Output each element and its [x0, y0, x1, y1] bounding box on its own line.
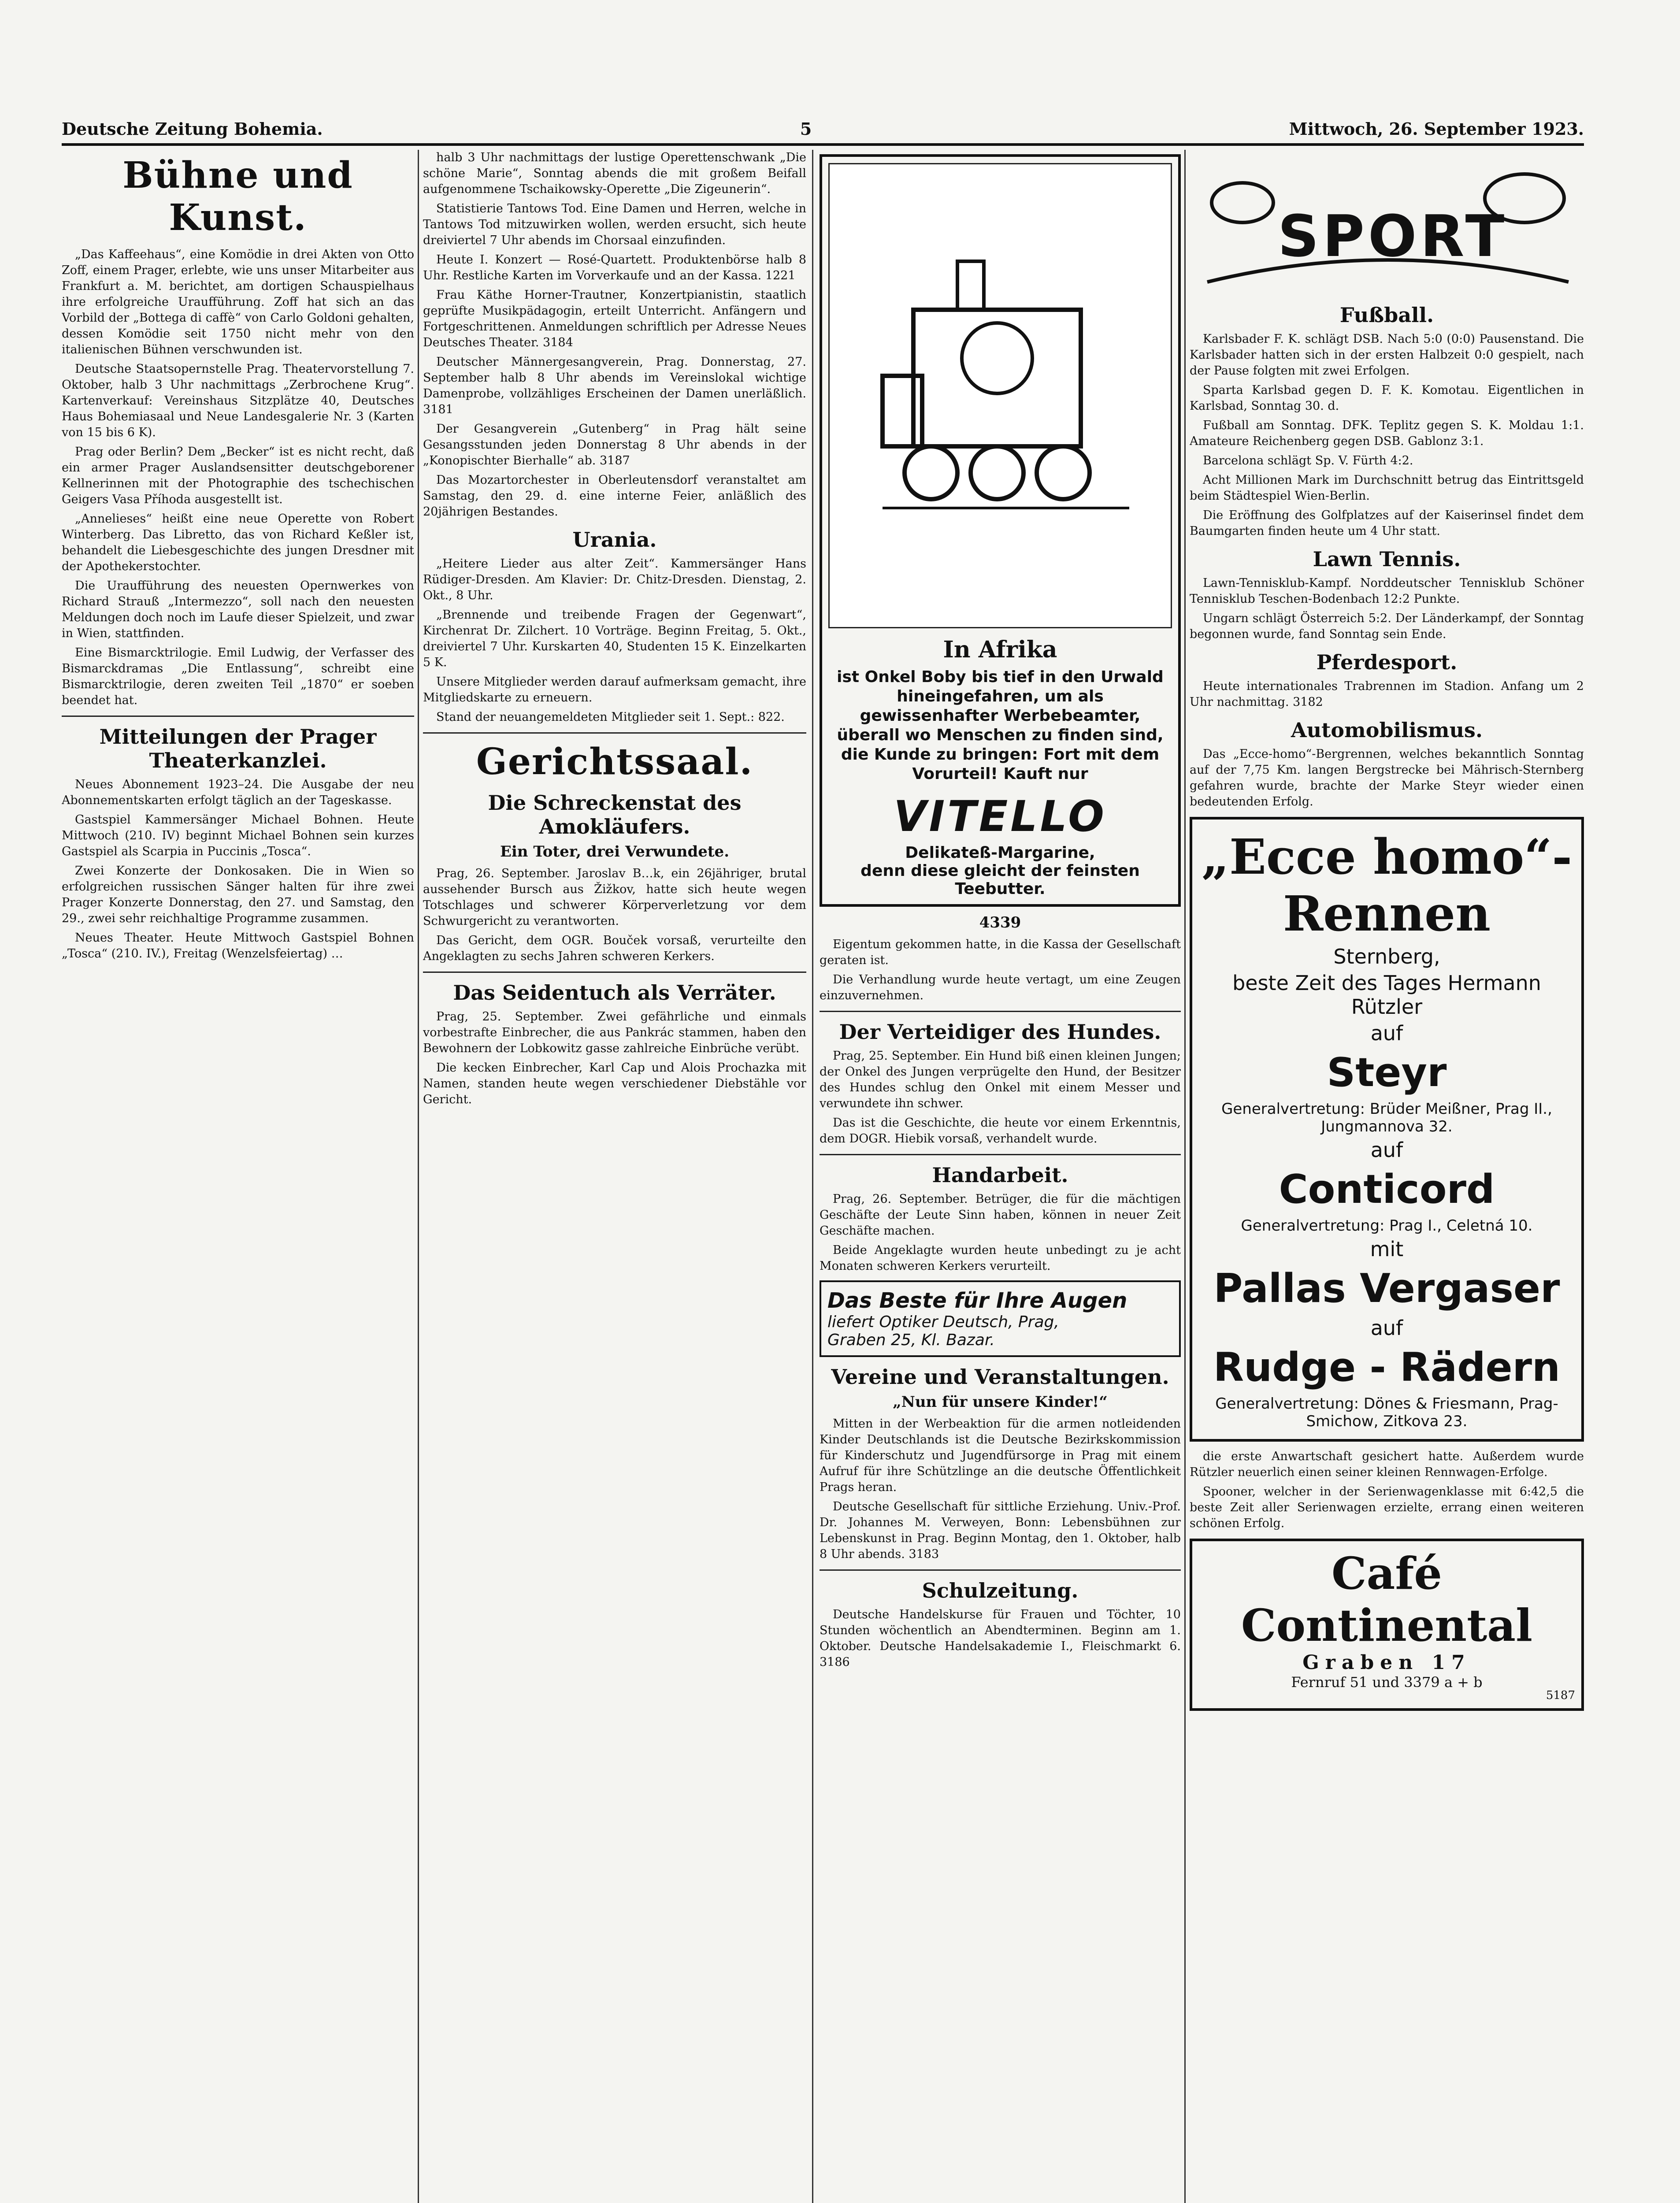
column-4 [1190, 150, 1584, 2203]
article-paragraph: Deutsche Handelskurse für Frauen und Töchter, 10 Stunden wöchentlich an Abendterminen. Beginn am 1. Oktober. Deutsche Handelsakademie I., Fleischmarkt 6. 3186 [820, 1608, 1181, 1669]
race-best-time: beste Zeit des Tages Hermann Rützler [1232, 971, 1541, 1019]
sport-banner [1190, 150, 1584, 295]
ad-brand: VITELLO [894, 792, 1107, 841]
header-page-number: 5 [800, 119, 812, 139]
column-3 [820, 150, 1181, 2203]
race-conticord: Conticord [1279, 1166, 1495, 1213]
vitello-illustration [828, 163, 1172, 628]
article-paragraph: Prag, 26. September. Jaroslav B…k, ein 26jähriger, brutal aussehender Bursch aus Žižkov, hatte sich heute wegen Totschlages und schwerer Körperverletzung vor dem Schwurgericht zu verantworten. [423, 867, 806, 928]
column-separator [1184, 150, 1186, 2203]
race-pallas: Pallas Vergaser [1213, 1265, 1560, 1312]
race-auf: auf [1370, 1021, 1403, 1045]
article-paragraph: Frau Käthe Horner-Trautner, Konzertpianistin, staatlich geprüfte Musikpädagogin, erteilt Unterricht. Anfängern und Fortgeschrittenen. Anmeldungen schriftlich per Adresse Neues Deutsches Theater. 3184 [423, 288, 806, 349]
race-general-agency: Generalvertretung: Brüder Meißner, Prag II., Jungmannova 32. [1221, 1100, 1552, 1135]
article-paragraph: Heute I. Konzert — Rosé-Quartett. Produktenbörse halb 8 Uhr. Restliche Karten im Vorverkaufe und an der Kassa. 1221 [423, 253, 806, 282]
article-paragraph: Fußball am Sonntag. DFK. Teplitz gegen S. K. Moldau 1:1. Amateure Reichenberg gegen DSB. Gablonz 3:1. [1190, 419, 1584, 448]
article-paragraph: Lawn-Tennisklub-Kampf. Norddeutscher Tennisklub Schöner Tennisklub Teschen-Bodenbach 12:2 Punkte. [1190, 576, 1584, 606]
article-paragraph: „Das Kaffeehaus“, eine Komödie in drei Akten von Otto Zoff, einem Prager, erlebte, wie uns unser Mitarbeiter aus Frankfurt a. M. berichtet, am dortigen Schauspielhaus ihre erfolgreiche Uraufführung. Zoff hat sich an das Vorbild der „Bottega di caffè“ von Carlo Goldoni gehalten, dessen Komödie seit 1750 nicht mehr von den italienischen Bühnen verschwunden ist. [62, 248, 414, 356]
article-paragraph: Neues Theater. Heute Mittwoch Gastspiel Bohnen „Tosca“ (210. IV.), Freitag (Wenzelsfeiertag) … [62, 931, 414, 961]
cafe-title: Café Continental [1241, 1547, 1533, 1651]
article-paragraph: Deutscher Männergesangverein, Prag. Donnerstag, 27. September halb 8 Uhr abends im Vereinslokal wichtige Damenprobe, vollzähliges Erscheinen der Damen unerläßlich. 3181 [423, 355, 806, 416]
race-place: Sternberg, [1333, 945, 1440, 968]
article-paragraph: Prag, 26. September. Betrüger, die für die mächtigen Geschäfte der Leute Sinn haben, können in neuer Zeit Geschäfte machen. [820, 1192, 1181, 1238]
column-2 [423, 150, 806, 2203]
article-paragraph: Eigentum gekommen hatte, in die Kassa der Gesellschaft geraten ist. [820, 938, 1181, 967]
article-paragraph: Sparta Karlsbad gegen D. F. K. Komotau. Eigentlichen in Karlsbad, Sonntag 30. d. [1190, 383, 1584, 413]
race-rudge: Rudge - Rädern [1213, 1344, 1561, 1391]
article-paragraph: Unsere Mitglieder werden darauf aufmerksam gemacht, ihre Mitgliedskarte zu erneuern. [423, 675, 806, 705]
article-paragraph: Spooner, welcher in der Serienwagenklasse mit 6:42,5 die beste Zeit aller Serienwagen erzielte, errang einen weiteren schönen Erfolg. [1190, 1485, 1584, 1530]
ecce-homo-advertisement [1190, 817, 1584, 1442]
locomotive-illustration-icon [865, 244, 1138, 526]
article-paragraph: Der Gesangverein „Gutenberg“ in Prag hält seine Gesangsstunden jeden Donnerstag 8 Uhr abends in der „Konopischter Bierhalle“ ab. 3187 [423, 422, 806, 467]
article-paragraph: Deutsche Gesellschaft für sittliche Erziehung. Univ.-Prof. Dr. Johannes M. Verweyen, Bonn: Lebensbühnen zur Lebenskunst in Prag. Beginn Montag, den 1. Oktober, halb 8 Uhr abends. 3183 [820, 1500, 1181, 1561]
race-title: „Ecce homo“-Rennen [1201, 828, 1572, 942]
article-subheadline: „Nun für unsere Kinder!“ [893, 1393, 1108, 1411]
article-paragraph: Karlsbader F. K. schlägt DSB. Nach 5:0 (0:0) Pausenstand. Die Karlsbader hatten sich in der ersten Halbzeit 0:0 gespielt, nach der Pause folgten mit zwei Erfolgen. [1190, 332, 1584, 378]
optiker-advertisement [820, 1280, 1181, 1357]
race-auf: auf [1370, 1138, 1403, 1162]
subsection-title: Mitteilungen der Prager Theaterkanzlei. [99, 725, 377, 772]
article-paragraph: „Annelieses“ heißt eine neue Operette von Robert Winterberg. Das Libretto, das von Richard Keßler ist, behandelt die Liebesgeschichte des jungen Dresdner mit der Apothekerstochter. [62, 512, 414, 573]
article-paragraph: Stand der neuangemeldeten Mitglieder seit 1. Sept.: 822. [436, 710, 785, 724]
cafe-code: 5187 [1546, 1689, 1575, 1702]
article-paragraph: Deutsche Staatsopernstelle Prag. Theatervorstellung 7. Oktober, halb 3 Uhr nachmittags „Zerbrochene Krug“. Kartenverkauf: Vereinshaus Sitzplätze 40, Deutsches Haus Bohemiasaal und Neue Landesgalerie Nr. 3 (Karten von 15 bis 6 K). [62, 362, 414, 439]
race-general-agency: Generalvertretung: Dönes & Friesmann, Prag-Smichow, Zitkova 23. [1215, 1395, 1558, 1430]
race-steyr: Steyr [1327, 1050, 1447, 1096]
section-title-gerichtssaal: Gerichtssaal. [476, 741, 753, 783]
divider [820, 1011, 1181, 1012]
article-headline: Das Seidentuch als Verräter. [453, 981, 776, 1005]
header-paper-name: Deutsche Zeitung Bohemia. [62, 119, 323, 139]
article-paragraph: Das „Ecce-homo“-Bergrennen, welches bekanntlich Sonntag auf der 7,75 Km. langen Bergstrecke bei Mährisch-Sternberg gefahren wurde, brachte der Marke Steyr wieder einen bedeutenden Erfolg. [1190, 747, 1584, 809]
article-paragraph: Gastspiel Kammersänger Michael Bohnen. Heute Mittwoch (210. IV) beginnt Michael Bohnen sein kurzes Gastspiel als Scarpia in Puccinis „Tosca“. [62, 813, 414, 858]
ad-headline: In Afrika [943, 636, 1057, 663]
article-paragraph: Eine Bismarcktrilogie. Emil Ludwig, der Verfasser des Bismarckdramas „Die Entlassung“, schreibt eine Bismarcktrilogie, deren zweiten Teil „1870“ er soeben beendet hat. [62, 646, 414, 707]
cafe-phone: Fernruf 51 und 3379 a + b [1291, 1674, 1483, 1691]
race-general-agency: Generalvertretung: Prag I., Celetná 10. [1241, 1217, 1533, 1235]
article-paragraph: Das ist die Geschichte, die heute vor einem Erkenntnis, dem DOGR. Hiebik vorsaß, verhandelt wurde. [820, 1116, 1181, 1146]
section-title-buehne: Bühne und Kunst. [122, 154, 353, 239]
ad-product: Delikateß-Margarine, [905, 844, 1095, 862]
section-title-fussball: Fußball. [1339, 303, 1434, 327]
cafe-address: Graben 17 [1302, 1651, 1471, 1674]
subsection-title-urania: Urania. [572, 528, 657, 552]
article-paragraph: Ungarn schlägt Österreich 5:2. Der Länderkampf, der Sonntag begonnen wurde, fand Sonntag sein Ende. [1190, 612, 1584, 641]
article-subheadline: Ein Toter, drei Verwundete. [500, 843, 730, 860]
article-paragraph: Heute internationales Trabrennen im Stadion. Anfang um 2 Uhr nachmittag. 3182 [1190, 679, 1584, 709]
article-headline: Der Verteidiger des Hundes. [839, 1020, 1161, 1044]
ad-body-text: ist Onkel Boby bis tief in den Urwald hineingefahren, um als gewissenhafter Werbebeamter, überall wo Menschen zu finden sind, die Kunde zu bringen: Fort mit dem Vorurteil! Kauft nur [837, 668, 1164, 783]
cafe-continental-advertisement [1190, 1539, 1584, 1711]
ad-tagline: denn diese gleicht der feinsten Teebutter. [860, 862, 1140, 898]
article-paragraph: Die Eröffnung des Golfplatzes auf der Kaiserinsel findet dem Baumgarten finden heute um 4 Uhr statt. [1190, 508, 1584, 538]
header-date: Mittwoch, 26. September 1923. [1289, 119, 1584, 139]
article-paragraph: halb 3 Uhr nachmittags der lustige Operettenschwank „Die schöne Marie“, Sonntag abends die mit großem Beifall aufgenommene Tschaikowsky-Operette „Die Zigeunerin“. [423, 151, 806, 196]
divider [820, 1154, 1181, 1155]
divider [423, 732, 806, 734]
optiker-headline: Das Beste für Ihre Augen [827, 1288, 1127, 1313]
article-paragraph: Statistierie Tantows Tod. Eine Damen und Herren, welche in Tantows Tod mitzuwirken wollen, werden ersucht, sich heute dreiviertel 7 Uhr abends im Chorsaal einzufinden. [423, 202, 806, 247]
article-paragraph: die erste Anwartschaft gesichert hatte. Außerdem wurde Rützler neuerlich einen seiner kleinen Rennwagen-Erfolge. [1190, 1450, 1584, 1479]
article-paragraph: Neues Abonnement 1923–24. Die Ausgabe der neu Abonnementskarten erfolgt täglich an der Tageskasse. [62, 778, 414, 807]
article-headline: Die Schreckenstat des Amokläufers. [488, 791, 742, 838]
article-paragraph: Prag, 25. September. Zwei gefährliche und einmals vorbestrafte Einbrecher, die aus Pankrác stammen, haben den Bewohnern der Lobkowitz gasse zahlreiche Einbrüche verübt. [423, 1010, 806, 1055]
article-paragraph: Die Verhandlung wurde heute vertagt, um eine Zeugen einzuvernehmen. [820, 973, 1181, 1002]
section-title-vereine: Vereine und Veranstaltungen. [831, 1365, 1169, 1389]
article-paragraph: Das Mozartorchester in Oberleutensdorf veranstaltet am Samstag, den 29. d. eine interne Feier, anläßlich des 20jährigen Bestandes. [423, 473, 806, 519]
column-1 [62, 150, 414, 2203]
header-rule [62, 143, 1584, 146]
race-auf: auf [1370, 1316, 1403, 1340]
article-paragraph: Die kecken Einbrecher, Karl Cap und Alois Prochazka mit Namen, standen heute wegen verschiedener Diebstähle vor Gericht. [423, 1061, 806, 1106]
sport-title: SPORT [1278, 203, 1508, 270]
section-title-schulzeitung: Schulzeitung. [922, 1579, 1079, 1602]
optiker-address: Graben 25, Kl. Bazar. [827, 1331, 995, 1349]
column-separator [812, 150, 813, 2203]
optiker-line: liefert Optiker Deutsch, Prag, [827, 1313, 1059, 1331]
article-paragraph: Die Uraufführung des neuesten Opernwerkes von Richard Strauß „Intermezzo“, soll nach den neuesten Meldungen doch noch im Laufe dieser Spielzeit, und zwar in Wien, stattfinden. [62, 579, 414, 640]
page-header [62, 112, 1584, 139]
article-paragraph: Beide Angeklagte wurden heute unbedingt zu je acht Monaten schweren Kerkers verurteilt. [820, 1243, 1181, 1273]
article-paragraph: Barcelona schlägt Sp. V. Fürth 4:2. [1203, 454, 1413, 467]
article-paragraph: Prag oder Berlin? Dem „Becker“ ist es nicht recht, daß ein armer Prager Auslandsensitter deutschgeborener Kellnerinnen mit der Photographie des tschechischen Geigers Vasa Příhoda ausgestellt ist. [62, 445, 414, 506]
divider [62, 716, 414, 717]
article-paragraph: Das Gericht, dem OGR. Bouček vorsaß, verurteilte den Angeklagten zu sechs Jahren schweren Kerkers. [423, 934, 806, 963]
vitello-advertisement [820, 154, 1181, 907]
column-separator [418, 150, 419, 2203]
section-title-automobilismus: Automobilismus. [1291, 718, 1483, 742]
ad-code: 4339 [979, 914, 1021, 931]
race-mit: mit [1370, 1237, 1404, 1261]
article-paragraph: „Heitere Lieder aus alter Zeit“. Kammersänger Hans Rüdiger-Dresden. Am Klavier: Dr. Chitz-Dresden. Dienstag, 2. Okt., 8 Uhr. [423, 557, 806, 602]
article-paragraph: „Brennende und treibende Fragen der Gegenwart“, Kirchenrat Dr. Zilchert. 10 Vorträge. Beginn Freitag, 5. Okt., dreiviertel 7 Uhr. Kurskarten 40, Studenten 15 K. Einzelkarten 5 K. [423, 608, 806, 669]
divider [820, 1569, 1181, 1571]
article-paragraph: Acht Millionen Mark im Durchschnitt betrug das Eintrittsgeld beim Städtespiel Wien-Berlin. [1190, 473, 1584, 503]
article-paragraph: Mitten in der Werbeaktion für die armen notleidenden Kinder Deutschlands ist die Deutsche Bezirkskommission für Kinderschutz und Jugendfürsorge in Prag mit einem Aufruf für ihre Schützlinge an die deutsche Öffentlichkeit Prags heran. [820, 1417, 1181, 1494]
section-title-tennis: Lawn Tennis. [1313, 547, 1461, 571]
article-paragraph: Zwei Konzerte der Donkosaken. Die in Wien so erfolgreichen russischen Sänger halten für ihre zwei Prager Konzerte Donnerstag, den 27. und Samstag, den 29., zwei sehr reichhaltige Programme zusammen. [62, 864, 414, 925]
divider [423, 972, 806, 973]
article-headline: Handarbeit. [932, 1163, 1068, 1187]
section-title-pferdesport: Pferdesport. [1316, 650, 1457, 674]
article-paragraph: Prag, 25. September. Ein Hund biß einen kleinen Jungen; der Onkel des Jungen verprügelte den Hund, der Besitzer des Hundes schlug den Onkel mit einem Messer und verwundete ihn schwer. [820, 1049, 1181, 1110]
